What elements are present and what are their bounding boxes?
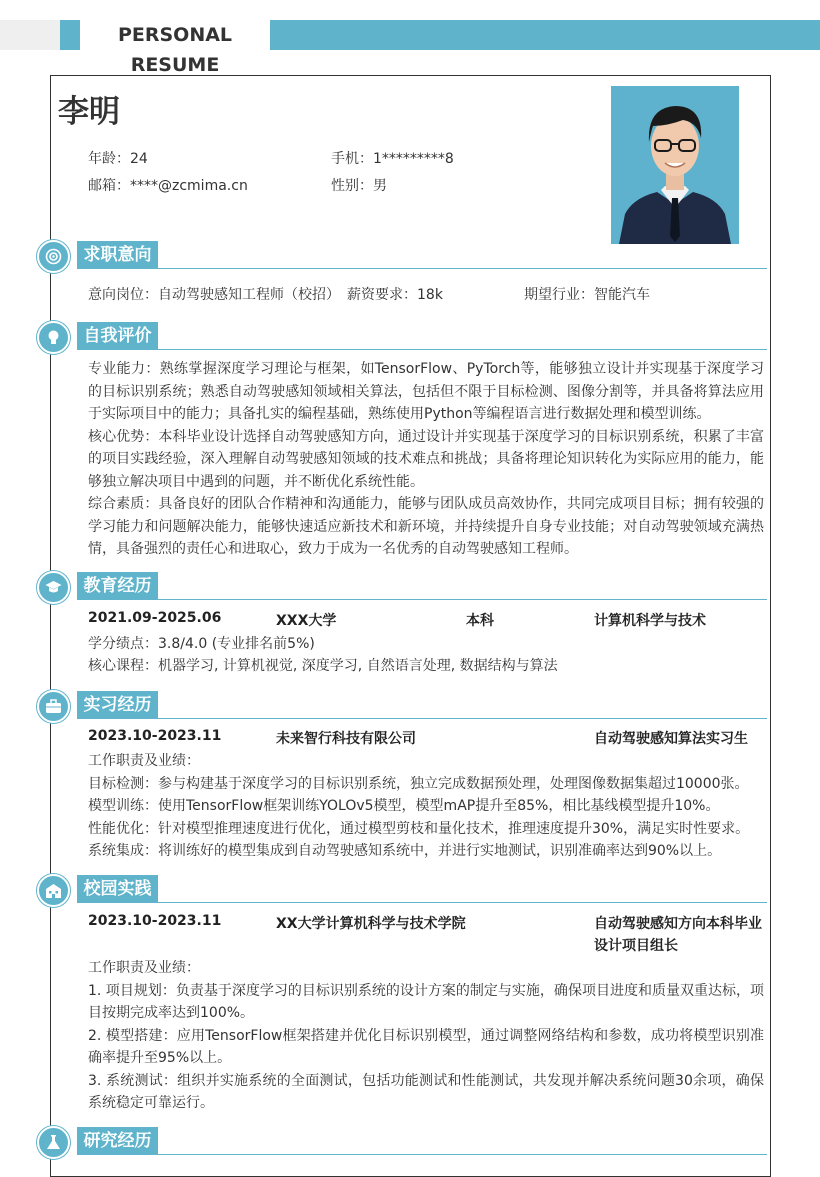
gender-label: 性别： <box>331 178 373 194</box>
header-accent-left <box>60 20 80 50</box>
flask-icon <box>37 1126 70 1159</box>
research-divider <box>77 1154 767 1155</box>
campus-line: 1. 项目规划：负责基于深度学习的目标识别系统的设计方案的制定与实施，确保项目进度和质量双重达标，项目按期完成率达到100%。 <box>88 982 764 1021</box>
phone-label: 手机： <box>331 151 373 167</box>
age-row <box>88 148 148 168</box>
campus-divider <box>77 902 767 903</box>
campus-org: XX大学计算机科学与技术学院 <box>276 916 466 932</box>
email-row <box>88 175 248 195</box>
portrait-illustration <box>611 86 739 244</box>
internship-company: 未来智行科技有限公司 <box>276 731 416 747</box>
phone-value: 1*********8 <box>373 151 454 167</box>
gender-value: 男 <box>373 178 387 194</box>
target-icon <box>37 240 70 273</box>
campus-line: 3. 系统测试：组织并实施系统的全面测试，包括功能测试和性能测试，共发现并解决系统问题30余项，确保系统稳定可靠运行。 <box>88 1072 764 1111</box>
campus-details <box>88 957 764 1115</box>
briefcase-icon <box>37 690 70 723</box>
internship-line: 系统集成：将训练好的模型集成到自动驾驶感知系统中，并进行实地测试，识别准确率达到90%以上。 <box>88 843 722 859</box>
section-title-education: 教育经历 <box>77 572 158 600</box>
self-item: 专业能力：熟练掌握深度学习理论与框架，如TensorFlow、PyTorch等，能够独立设计并实现基于深度学习的目标识别系统；熟悉自动驾驶感知领域相关算法，包括但不限于目标检测、图像分割等，并具备将算法应用于实际项目中的能力；具备扎实的编程基础，熟练使用Python等编程语言进行数据处理和模型训练。 <box>88 361 764 422</box>
self-divider <box>77 349 767 350</box>
self-item: 综合素质：具备良好的团队合作精神和沟通能力，能够与团队成员高效协作，共同完成项目目标；拥有较强的学习能力和问题解决能力，能够快速适应新技术和新环境，并持续提升自身专业技能；对自动驾驶领域充满热情，具备强烈的责任心和进取心，致力于成为一名优秀的自动驾驶感知工程师。 <box>88 496 764 557</box>
intent-divider <box>77 268 767 269</box>
section-title-intent: 求职意向 <box>77 241 158 269</box>
education-school: XXX大学 <box>276 613 337 629</box>
intent-position: 意向岗位：自动驾驶感知工程师（校招） <box>88 287 340 303</box>
education-degree: 本科 <box>466 613 494 629</box>
age-value: 24 <box>130 151 148 167</box>
education-period: 2021.09-2025.06 <box>88 610 222 626</box>
intent-industry: 期望行业：智能汽车 <box>524 287 650 303</box>
education-divider <box>77 599 767 600</box>
graduation-cap-icon <box>37 571 70 604</box>
phone-row <box>331 148 454 168</box>
campus-role-line1: 自动驾驶感知方向本科毕业 <box>594 916 762 932</box>
header-grey-block <box>0 20 60 50</box>
internship-line: 模型训练：使用TensorFlow框架训练YOLOv5模型，模型mAP提升至85%，相比基线模型提升10%。 <box>88 798 720 814</box>
campus-period: 2023.10-2023.11 <box>88 913 222 929</box>
section-title-research: 研究经历 <box>77 1127 158 1155</box>
bulb-icon <box>37 321 70 354</box>
internship-line: 目标检测：参与构建基于深度学习的目标识别系统，独立完成数据预处理，处理图像数据集超过10000张。 <box>88 775 749 792</box>
internship-details <box>88 750 764 863</box>
internship-line: 性能优化：针对模型推理速度进行优化，通过模型剪枝和量化技术，推理速度提升30%，满足实时性要求。 <box>88 820 750 837</box>
header-bar <box>0 20 820 76</box>
profile-photo <box>611 86 739 244</box>
education-gpa: 学分绩点：3.8/4.0 (专业排名前5%) <box>88 636 315 652</box>
section-title-campus: 校园实践 <box>77 875 158 903</box>
section-title-self: 自我评价 <box>77 322 158 350</box>
self-item: 核心优势：本科毕业设计选择自动驾驶感知方向，通过设计并实现基于深度学习的目标识别系统，积累了丰富的项目实践经验，深入理解自动驾驶感知领域的技术难点和挑战；具备将理论知识转化为实际应用的能力，能够独立解决项目中遇到的问题，并不断优化系统性能。 <box>88 428 764 490</box>
section-title-internship: 实习经历 <box>77 691 158 719</box>
internship-line: 工作职责及业绩： <box>88 753 200 769</box>
header-accent-right <box>270 20 820 50</box>
intent-salary: 薪资要求：18k <box>347 287 443 303</box>
age-label: 年龄： <box>88 151 130 167</box>
campus-line: 工作职责及业绩： <box>88 960 200 976</box>
education-major: 计算机科学与技术 <box>594 613 706 629</box>
education-courses: 核心课程：机器学习, 计算机视觉, 深度学习, 自然语言处理, 数据结构与算法 <box>88 658 558 674</box>
campus-line: 2. 模型搭建：应用TensorFlow框架搭建并优化目标识别模型，通过调整网络结构和参数，成功将模型识别准确率提升至95%以上。 <box>88 1027 764 1066</box>
candidate-name: 李明 <box>58 94 120 130</box>
gender-row <box>331 175 387 195</box>
building-icon <box>37 874 70 907</box>
internship-divider <box>77 718 767 719</box>
email-label: 邮箱： <box>88 178 130 194</box>
page-title: PERSONAL RESUME <box>80 20 270 50</box>
self-paragraph <box>88 358 764 561</box>
internship-role: 自动驾驶感知算法实习生 <box>594 731 748 747</box>
internship-period: 2023.10-2023.11 <box>88 728 222 744</box>
campus-role-line2: 设计项目组长 <box>594 938 678 954</box>
email-value: ****@zcmima.cn <box>130 178 248 194</box>
